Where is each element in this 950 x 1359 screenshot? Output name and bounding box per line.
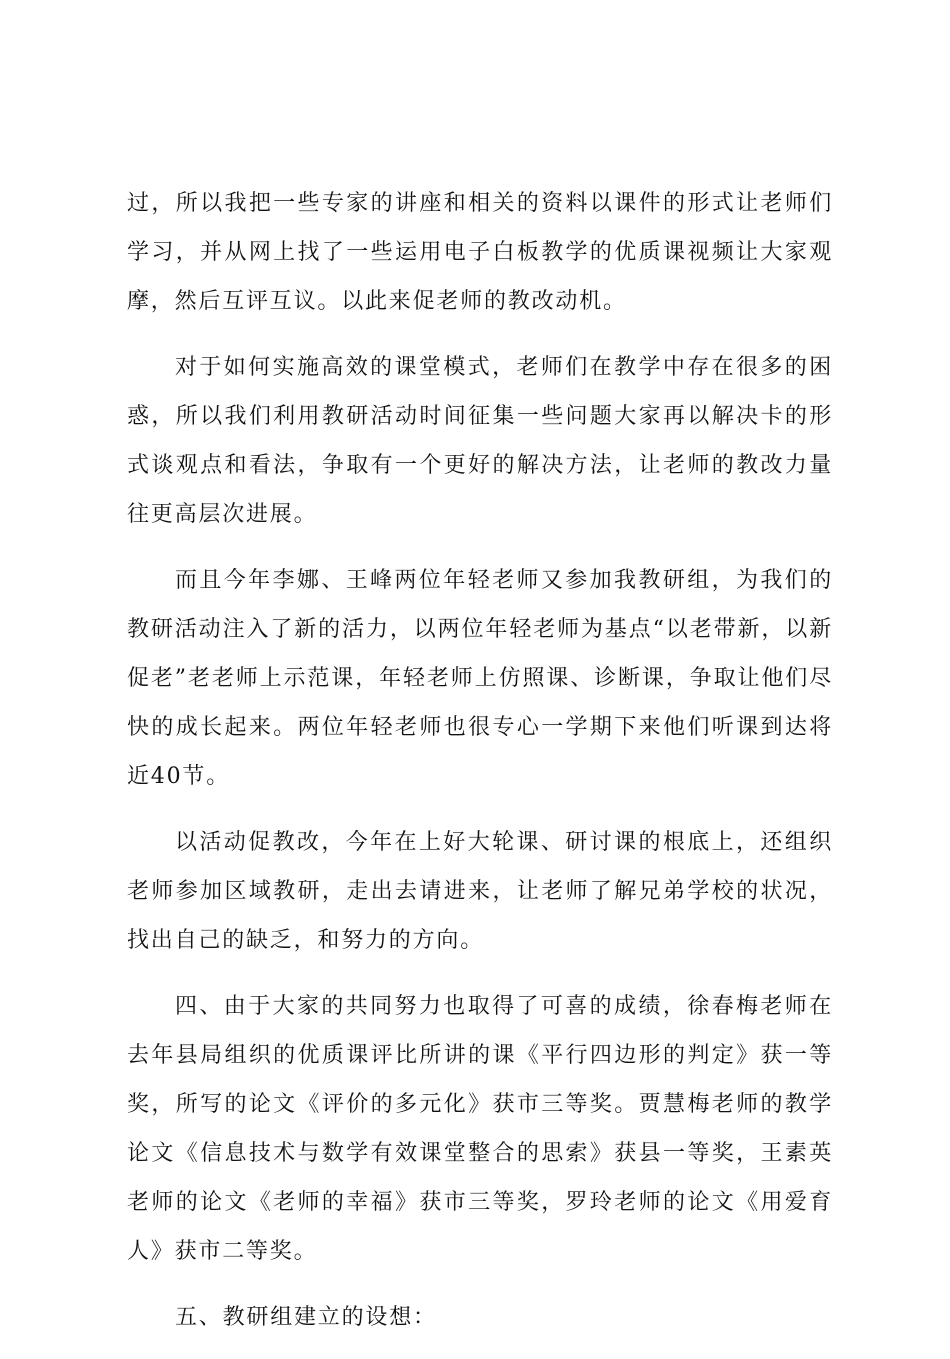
paragraph-plans-heading: 五、教研组建立的设想： — [175, 1305, 437, 1330]
paragraph-continuation: 过，所以我把一些专家的讲座和相关的资料以课件的形式让老师们学习，并从网上找了一些运用电子白板教学的优质课视频让大家观摩，然后互评互议。以此来促老师的教改动机。 — [127, 191, 833, 314]
document-body — [127, 179, 833, 1359]
paragraph-achievements: 四、由于大家的共同努力也取得了可喜的成绩，徐春梅老师在去年县局组织的优质课评比所讲的课《平行四边形的判定》获一等奖，所写的论文《评价的多元化》获市三等奖。贾慧梅老师的教学论文《信息技术与数学有效课堂整合的思索》获县一等奖，王素英老师的论文《老师的幸福》获市三等奖，罗玲老师的论文《用爱育人》获市二等奖。 — [127, 994, 833, 1264]
paragraph-classroom-model: 对于如何实施高效的课堂模式，老师们在教学中存在很多的困惑，所以我们利用教研活动时间征集一些问题大家再以解决卡的形式谈观点和看法，争取有一个更好的解决方法，让老师的教改力量往更高层次进展。 — [127, 355, 833, 527]
paragraph-young-teachers: 而且今年李娜、王峰两位年轻老师又参加我教研组，为我们的教研活动注入了新的活力，以两位年轻老师为基点“以老带新，以新促老”老老师上示范课，年轻老师上仿照课、诊断课，争取让他们尽快的成长起来。两位年轻老师也很专心一学期下来他们听课到达将近40节。 — [127, 568, 833, 789]
paragraph-activities: 以活动促教改，今年在上好大轮课、研讨课的根底上，还组织老师参加区域教研，走出去请进来，让老师了解兄弟学校的状况，找出自己的缺乏，和努力的方向。 — [127, 830, 833, 953]
